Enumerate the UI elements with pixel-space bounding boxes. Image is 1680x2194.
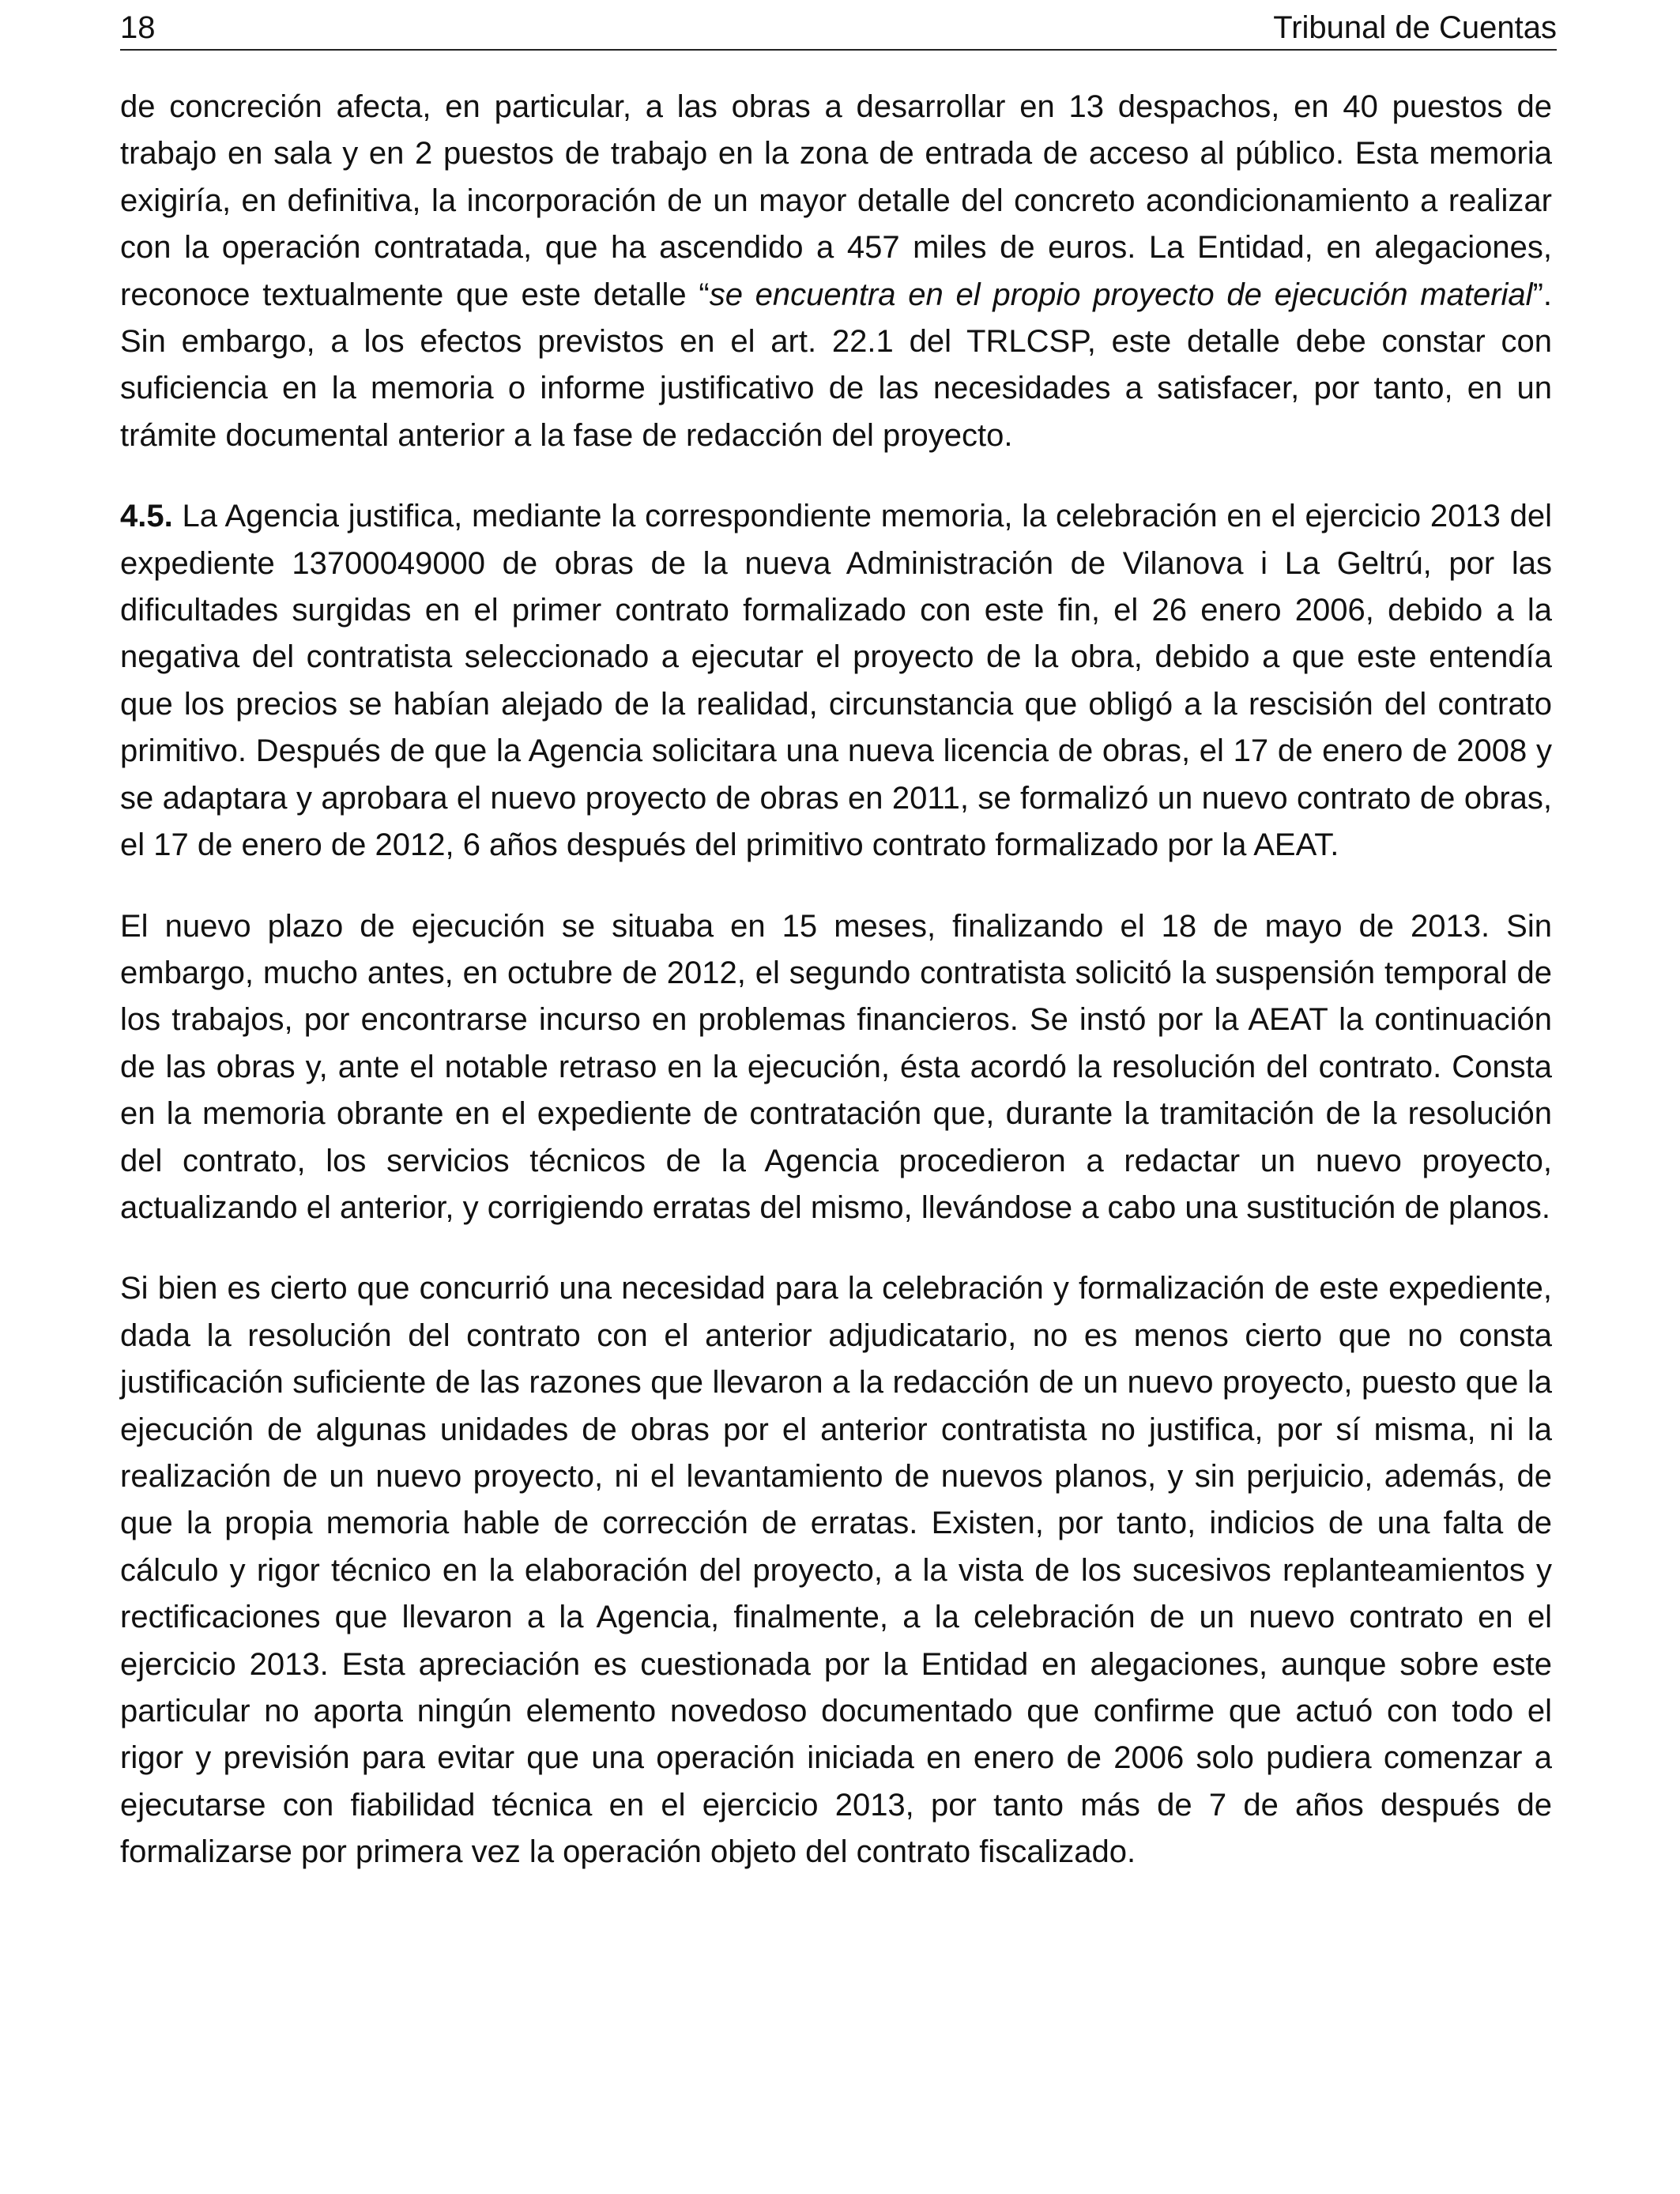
paragraph-plazo-ejecucion: El nuevo plazo de ejecución se situaba en 15 meses, finalizando el 18 de mayo de 2013. Sin embargo, mucho antes, en octubre de 2012, el segundo contratista solicitó la suspensión temporal de los trabajos, por encontrarse incurso en problemas financieros. Se instó por la AEAT la continuación de las obras y, ante el notable retraso en la ejecución, ésta acordó la resolución del contrato. Consta en la memoria obrante en el expediente de contratación que, durante la tramitación de la resolución del contrato, los servicios técnicos de la Agencia procedieron a redactar un nuevo proyecto, actualizando el anterior, y corrigiendo erratas del mismo, llevándose a cabo una sustitución de planos. — [120, 908, 1552, 1225]
paragraph-4-5 — [120, 493, 1552, 869]
paragraph-text: La Agencia justifica, mediante la correspondiente memoria, la celebración en el ejercicio 2013 del expediente 13700049000 de obras de la nueva Administración de Vilanova i La Geltrú, por las dificultades surgidas en el primer contrato formalizado con este fin, el 26 enero 2006, debido a la negativa del contratista seleccionado a ejecutar el proyecto de la obra, debido a que este entendía que los precios se habían alejado de la realidad, circunstancia que obligó a la rescisión del contrato primitivo. Después de que la Agencia solicitara una nueva licencia de obras, el 17 de enero de 2008 y se adaptara y aprobara el nuevo proyecto de obras en 2011, se formalizó un nuevo contrato de obras, el 17 de enero de 2012, 6 años después del primitivo contrato formalizado por la AEAT. — [120, 499, 1552, 863]
paragraph-text: de concreción afecta, en particular, a las obras a desarrollar en 13 despachos, en 40 puestos de trabajo en sala y en 2 puestos de trabajo en la zona de entrada de acceso al público. Esta memoria exigiría, en definitiva, la incorporación de un mayor detalle del concreto acondicionamiento a realizar con la operación contratada, que ha ascendido a 457 miles de euros. La Entidad, en alegaciones, reconoce textualmente que este detalle “ — [120, 89, 1552, 312]
paragraph-memoria-detalle — [120, 84, 1552, 459]
page-header — [120, 8, 1557, 51]
running-title: Tribunal de Cuentas — [1273, 10, 1557, 45]
section-number: 4.5. — [120, 499, 173, 534]
page-number: 18 — [120, 10, 156, 45]
document-body — [120, 84, 1552, 1910]
quoted-text: se encuentra en el propio proyecto de ejecución material — [709, 277, 1533, 312]
paragraph-text: ”. Sin embargo, a los efectos previstos en el art. 22.1 del TRLCSP, este detalle debe constar con suficiencia en la memoria o informe justificativo de las necesidades a satisfacer, por tanto, en un trámite documental anterior a la fase de redacción del proyecto. — [120, 277, 1552, 453]
paragraph-conclusion: Si bien es cierto que concurrió una necesidad para la celebración y formalización de este expediente, dada la resolución del contrato con el anterior adjudicatario, no es menos cierto que no consta justificación suficiente de las razones que llevaron a la redacción de un nuevo proyecto, puesto que la ejecución de algunas unidades de obras por el anterior contratista no justifica, por sí misma, ni la realización de un nuevo proyecto, ni el levantamiento de nuevos planos, y sin perjuicio, además, de que la propia memoria hable de corrección de erratas. Existen, por tanto, indicios de una falta de cálculo y rigor técnico en la elaboración del proyecto, a la vista de los sucesivos replanteamientos y rectificaciones que llevaron a la Agencia, finalmente, a la celebración de un nuevo contrato en el ejercicio 2013. Esta apreciación es cuestionada por la Entidad en alegaciones, aunque sobre este particular no aporta ningún elemento novedoso documentado que confirme que actuó con todo el rigor y previsión para evitar que una operación iniciada en enero de 2006 solo pudiera comenzar a ejecutarse con fiabilidad técnica en el ejercicio 2013, por tanto más de 7 de años después de formalizarse por primera vez la operación objeto del contrato fiscalizado. — [120, 1271, 1552, 1870]
